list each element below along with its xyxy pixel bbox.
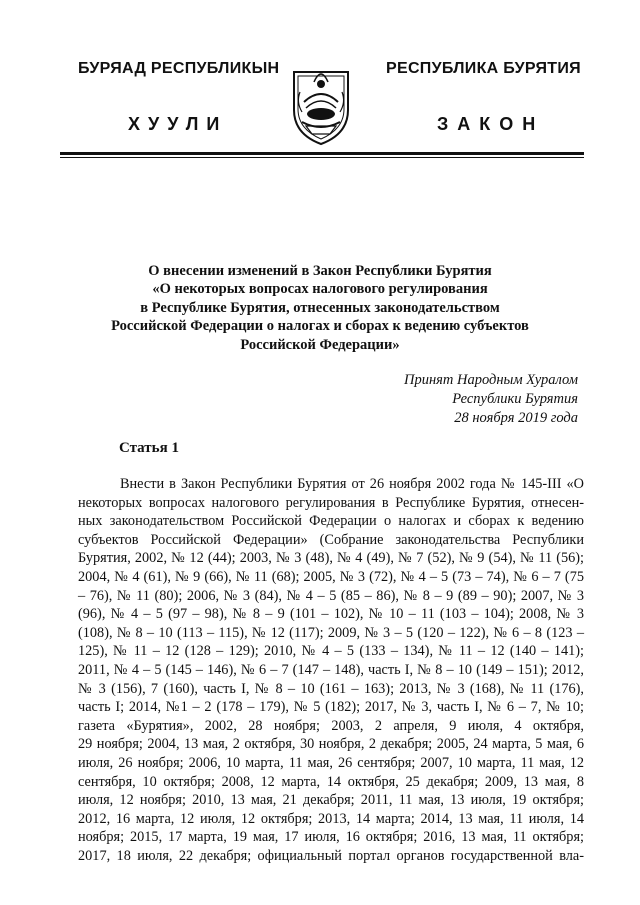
body-line: 2017, 18 июля, 22 декабря; официальный портал органов государственной вла- bbox=[78, 847, 584, 864]
article-body bbox=[78, 475, 584, 865]
adoption-date: 28 ноября 2019 года bbox=[454, 409, 578, 426]
left-republic-name: БУРЯАД РЕСПУБЛИКЫН bbox=[78, 60, 280, 77]
right-law-heading: ЗАКОН bbox=[437, 114, 545, 134]
body-line: 2011, № 4 – 5 (145 – 146), № 6 – 7 (147 – 148), часть I, № 8 – 10 (149 – 151); 2012, bbox=[78, 661, 584, 678]
title-line: О внесении изменений в Закон Республики Бурятия bbox=[148, 263, 492, 279]
body-line: 2004, № 4 (61), № 9 (66), № 11 (68); 2005, № 3 (72), № 4 – 5 (73 – 74), № 6 – 7 (75 bbox=[78, 568, 584, 585]
title-line: Российской Федерации о налогах и сборах к ведению субъектов bbox=[111, 318, 529, 335]
title-line: «О некоторых вопросах налогового регулирования bbox=[152, 281, 488, 298]
body-line: сентября, 10 октября; 2008, 12 марта, 14 октября, 25 декабря; 2009, 13 мая, 8 bbox=[78, 773, 584, 790]
body-line: ноября; 2015, 17 марта, 19 мая, 17 июля, 16 октября; 2016, 13 мая, 11 октября; bbox=[78, 829, 584, 846]
body-line: субъектов Российской Федерации» (Собрание законодательства Республики bbox=[78, 531, 584, 548]
body-line: некоторых вопросах налогового регулирования в Республике Бурятия, отнесен- bbox=[78, 494, 584, 511]
body-line: ных законодательством Российской Федерации о налогах и сборах к ведению bbox=[78, 513, 584, 530]
body-line: 125), № 11 – 12 (128 – 129); 2010, № 4 – 5 (133 – 134), № 11 – 12 (140 – 141); bbox=[78, 643, 584, 660]
coat-of-arms-icon bbox=[290, 62, 352, 146]
adoption-line: Республики Бурятия bbox=[452, 390, 578, 407]
body-line: № 3 (156), 7 (160), часть I, № 8 – 10 (161 – 163); 2013, № 3 (168), № 11 (176), bbox=[78, 680, 584, 697]
title-line: в Республике Бурятия, отнесенных законодательством bbox=[140, 299, 500, 316]
adoption-note bbox=[318, 371, 578, 427]
body-line: часть I; 2014, №1 – 2 (178 – 179), № 5 (182); 2017, № 3, часть I, № 6 – 7, № 10; bbox=[78, 699, 584, 716]
body-line: Бурятия, 2002, № 12 (44); 2003, № 3 (48), № 4 (49), № 7 (52), № 9 (54), № 11 (56); bbox=[78, 550, 584, 567]
body-line: июля, 26 ноября; 2006, 10 марта, 11 мая, 26 сентября; 2007, 10 марта, 11 мая, 12 bbox=[78, 754, 584, 771]
law-title bbox=[70, 262, 570, 354]
header-rule-thick bbox=[60, 152, 584, 155]
body-line: 2012, 16 марта, 12 июля, 12 октября; 2013, 14 марта; 2014, 13 мая, 11 июля, 14 bbox=[78, 810, 584, 827]
adoption-line: Принят Народным Хуралом bbox=[403, 372, 578, 388]
body-line: газета «Бурятия», 2002, 28 ноября; 2003, 2 апреля, 9 июля, 4 октября, bbox=[78, 717, 584, 734]
right-republic-name: РЕСПУБЛИКА БУРЯТИЯ bbox=[386, 60, 581, 77]
left-law-heading: ХУУЛИ bbox=[128, 114, 228, 134]
title-line: Российской Федерации» bbox=[240, 336, 400, 353]
article-heading: Статья 1 bbox=[119, 440, 179, 456]
body-line: (108), № 8 – 10 (113 – 115), № 12 (117); 2009, № 3 – 5 (120 – 122), № 6 – 8 (123 – bbox=[78, 624, 584, 641]
body-line: 29 ноября; 2004, 13 мая, 2 октября, 30 ноября, 2 декабря; 2005, 24 марта, 5 мая, 6 bbox=[78, 736, 584, 753]
body-line: Внести в Закон Республики Бурятия от 26 ноября 2002 года № 145-III «О bbox=[120, 476, 584, 492]
body-line: (96), № 4 – 5 (97 – 98), № 8 – 9 (101 – 102), № 10 – 11 (103 – 104); 2008, № 3 bbox=[78, 606, 584, 623]
body-line: июля, 12 ноября; 2010, 13 мая, 21 декабря; 2011, 11 мая, 13 июля, 19 октября; bbox=[78, 792, 584, 809]
body-line: – 76), № 11 (80); 2006, № 3 (84), № 4 – 5 (85 – 86), № 8 – 9 (89 – 90); 2007, № 3 bbox=[78, 587, 584, 604]
header-rule-thin bbox=[60, 157, 584, 158]
